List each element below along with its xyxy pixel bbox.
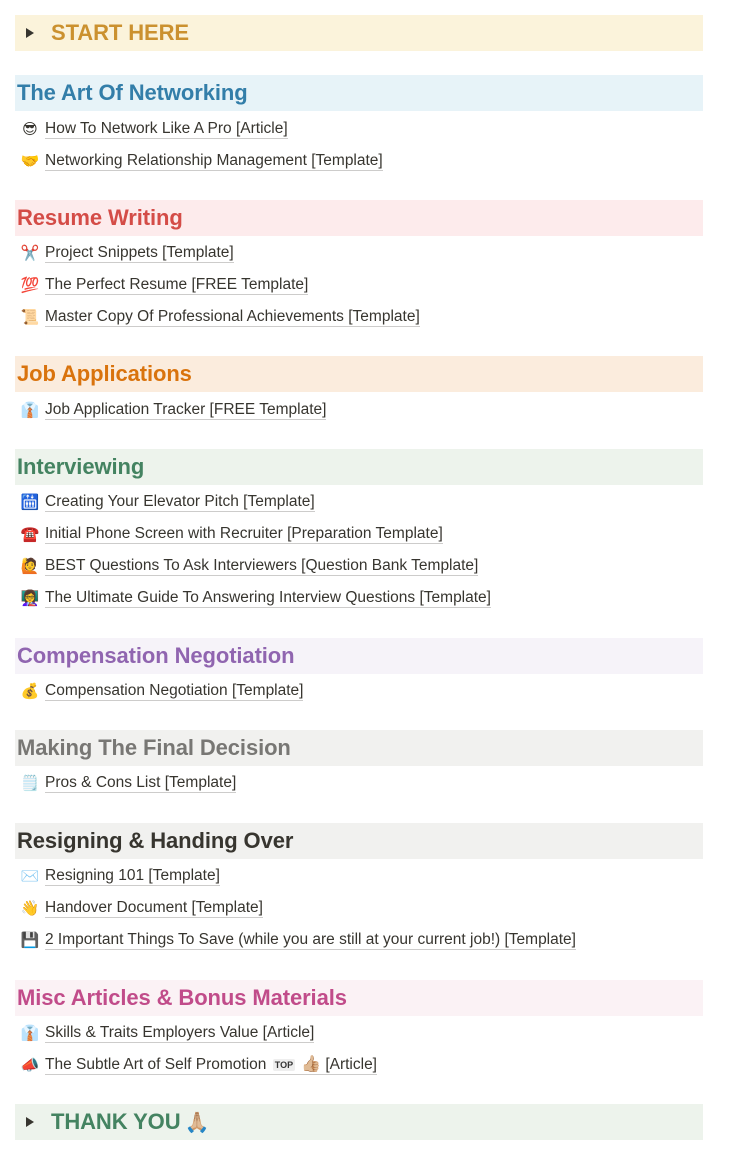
thank-you-label: THANK YOU	[51, 1109, 181, 1134]
link-label[interactable]: Resigning 101 [Template]	[45, 867, 220, 884]
link-label[interactable]: Project Snippets [Template]	[45, 244, 234, 261]
heading-text: Making The Final Decision	[17, 735, 291, 760]
link-label[interactable]: Job Application Tracker [FREE Template]	[45, 401, 327, 418]
page-link-resigning-101[interactable]	[19, 864, 220, 888]
link-label[interactable]: The Perfect Resume [FREE Template]	[45, 276, 309, 293]
link-label[interactable]: How To Network Like A Pro [Article]	[45, 120, 288, 137]
link-label[interactable]: Skills & Traits Employers Value [Article]	[45, 1024, 315, 1041]
heading-text: Interviewing	[17, 454, 145, 479]
heading-text: Compensation Negotiation	[17, 643, 295, 668]
envelope-icon: ✉️	[20, 867, 40, 885]
start-here-label: START HERE	[51, 20, 189, 45]
page-link-compensation[interactable]	[19, 679, 303, 703]
page-link-handover[interactable]	[19, 896, 263, 920]
raising-hand-icon: 🙋	[20, 557, 40, 575]
waving-hand-icon: 👋	[20, 899, 40, 917]
page-link-phone-screen[interactable]	[19, 522, 443, 546]
page-link-network-like-pro[interactable]	[19, 117, 288, 141]
thumbs-up-icon: 👍🏼	[301, 1056, 321, 1073]
section-heading-networking	[15, 75, 703, 111]
page-link-best-questions[interactable]	[19, 554, 478, 578]
page-link-job-tracker[interactable]	[19, 398, 326, 422]
link-label[interactable]: Initial Phone Screen with Recruiter [Preparation Template]	[45, 525, 443, 542]
section-heading-resigning	[15, 823, 703, 859]
praying-hands-icon: 🙏🏼	[184, 1111, 210, 1134]
link-label[interactable]: Networking Relationship Management [Template]	[45, 152, 383, 169]
section-heading-interviewing	[15, 449, 703, 485]
section-heading-resume	[15, 200, 703, 236]
heading-text: Job Applications	[17, 361, 192, 386]
link-label[interactable]: Handover Document [Template]	[45, 899, 263, 916]
link-label-text: The Subtle Art of Self Promotion	[45, 1056, 267, 1073]
top-arrow-icon: TOP	[274, 1059, 294, 1070]
suit-person-icon: 👔	[20, 1024, 40, 1042]
section-heading-applications	[15, 356, 703, 392]
scroll-icon: 📜	[20, 308, 40, 326]
section-heading-misc	[15, 980, 703, 1016]
page-link-things-to-save[interactable]	[19, 928, 576, 952]
section-heading-decision	[15, 730, 703, 766]
sunglasses-icon: 😎	[22, 120, 38, 138]
heading-text: Misc Articles & Bonus Materials	[17, 985, 347, 1010]
link-label[interactable]: The Ultimate Guide To Answering Interview Questions [Template]	[45, 589, 491, 606]
teacher-icon: 👩‍🏫	[20, 589, 40, 607]
link-label[interactable]	[45, 1055, 377, 1075]
toggle-caret-icon[interactable]	[23, 1115, 37, 1129]
hundred-points-icon: 💯	[20, 276, 40, 294]
page-link-networking-relationship[interactable]	[19, 149, 383, 173]
elevator-icon: 🛗	[20, 493, 40, 511]
page-link-ultimate-guide[interactable]	[19, 586, 491, 610]
link-label[interactable]: Creating Your Elevator Pitch [Template]	[45, 493, 315, 510]
heading-text: The Art Of Networking	[17, 80, 248, 105]
heading-text: Resigning & Handing Over	[17, 828, 294, 853]
page-link-perfect-resume[interactable]	[19, 273, 308, 297]
link-label[interactable]: BEST Questions To Ask Interviewers [Question Bank Template]	[45, 557, 479, 574]
start-here-toggle[interactable]	[15, 15, 703, 51]
page-link-elevator-pitch[interactable]	[19, 490, 315, 514]
notepad-icon: 🗒️	[20, 774, 40, 792]
link-label[interactable]: Master Copy Of Professional Achievements [Template]	[45, 308, 420, 325]
handshake-icon: 🤝	[20, 152, 40, 170]
page-link-self-promotion[interactable]	[19, 1053, 377, 1077]
link-label[interactable]: 2 Important Things To Save (while you are still at your current job!) [Template]	[45, 931, 576, 948]
telephone-icon: ☎️	[20, 525, 40, 543]
link-label[interactable]: Pros & Cons List [Template]	[45, 774, 237, 791]
scissors-icon: ✂️	[20, 244, 40, 262]
heading-text: Resume Writing	[17, 205, 183, 230]
link-label[interactable]: Compensation Negotiation [Template]	[45, 682, 304, 699]
page-link-project-snippets[interactable]	[19, 241, 234, 265]
link-label-suffix: [Article]	[325, 1056, 377, 1073]
floppy-disk-icon: 💾	[20, 931, 40, 949]
megaphone-icon: 📣	[20, 1056, 40, 1074]
toggle-caret-icon[interactable]	[23, 26, 37, 40]
thank-you-toggle[interactable]	[15, 1104, 703, 1140]
suit-person-icon: 👔	[20, 401, 40, 419]
page-link-pros-cons[interactable]	[19, 771, 236, 795]
page-link-skills-traits[interactable]	[19, 1021, 314, 1045]
section-heading-compensation	[15, 638, 703, 674]
page-link-master-copy[interactable]	[19, 305, 420, 329]
money-bag-icon: 💰	[20, 682, 40, 700]
